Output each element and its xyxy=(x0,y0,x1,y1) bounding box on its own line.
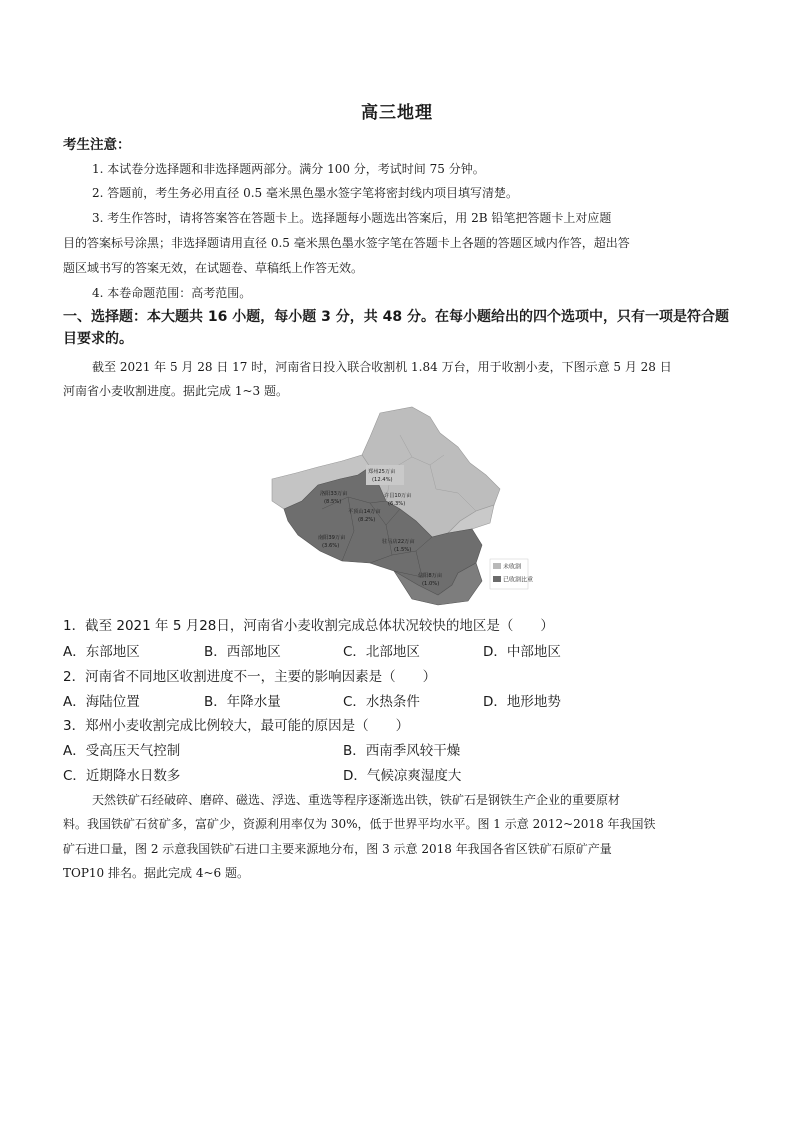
notice-item: 题区域书写的答案无效，在试题卷、草稿纸上作答无效。 xyxy=(63,261,364,275)
question-stem: 1．截至 2021 年 5 月28日，河南省小麦收割完成总体状况较快的地区是（ ） xyxy=(63,618,554,634)
region-label-pct: (1.5%) xyxy=(394,547,412,553)
question-option: A．东部地区 xyxy=(63,644,140,660)
question-option: B．年降水量 xyxy=(204,694,281,710)
passage-line: TOP10 排名。据此完成 4~6 题。 xyxy=(63,866,249,880)
notice-item: 2. 答题前，考生务必用直径 0.5 毫米黑色墨水签字笔将密封线内项目填写清楚。 xyxy=(92,186,518,200)
legend-swatch-unharvested xyxy=(493,563,501,569)
region-label-pct: (12.4%) xyxy=(372,477,393,483)
passage-line: 料。我国铁矿石贫矿多，富矿少，资源利用率仅为 30%，低于世界平均水平。图 1 示意 2012~2018 年我国铁 xyxy=(63,817,656,831)
notice-heading: 考生注意： xyxy=(63,137,131,153)
passage-line: 截至 2021 年 5 月 28 日 17 时，河南省日投入联合收割机 1.84 万台，用于收割小麦，下图示意 5 月 28 日 xyxy=(92,360,672,374)
region-label-pct: (8.2%) xyxy=(358,517,376,523)
notice-item: 目的答案标号涂黑；非选择题请用直径 0.5 毫米黑色墨水签字笔在答题卡上各题的答题区域内作答，超出答 xyxy=(63,236,630,250)
question-option: B．西南季风较干燥 xyxy=(343,743,461,759)
henan-harvest-map xyxy=(262,405,534,607)
question-option: B．西部地区 xyxy=(204,644,281,660)
region-label: 南阳39万亩 xyxy=(318,535,346,541)
legend-swatch-harvested xyxy=(493,576,501,582)
legend-label: 已收割比重 xyxy=(503,576,534,584)
question-option: A．海陆位置 xyxy=(63,694,140,710)
region-label-pct: (6.3%) xyxy=(388,501,406,507)
question-option: C．北部地区 xyxy=(343,644,420,660)
question-stem: 3．郑州小麦收割完成比例较大，最可能的原因是（ ） xyxy=(63,718,410,734)
region-label-pct: (8.5%) xyxy=(324,499,342,505)
region-label: 驻马店22万亩 xyxy=(382,539,415,545)
question-option: D．气候凉爽湿度大 xyxy=(343,768,462,784)
notice-item: 4. 本卷命题范围：高考范围。 xyxy=(92,286,252,300)
question-option: A．受高压天气控制 xyxy=(63,743,181,759)
passage-line: 河南省小麦收割进度。据此完成 1~3 题。 xyxy=(63,384,288,398)
question-option: D．地形地势 xyxy=(483,694,561,710)
region-label-pct: (3.6%) xyxy=(322,543,340,549)
region-label: 洛阳33万亩 xyxy=(320,491,348,497)
page-title: 高三地理 xyxy=(361,103,433,123)
region-label-pct: (1.0%) xyxy=(422,581,440,587)
question-option: D．中部地区 xyxy=(483,644,561,660)
question-option: C．水热条件 xyxy=(343,694,420,710)
passage-line: 矿石进口量，图 2 示意我国铁矿石进口主要来源地分布，图 3 示意 2018 年我国各省区铁矿石原矿产量 xyxy=(63,842,612,856)
passage-line: 天然铁矿石经破碎、磨碎、磁选、浮选、重选等程序逐渐选出铁，铁矿石是钢铁生产企业的重要原材 xyxy=(92,793,621,807)
question-stem: 2．河南省不同地区收割进度不一，主要的影响因素是（ ） xyxy=(63,669,437,685)
legend-label: 未收割 xyxy=(503,563,522,571)
section-title: 一、选择题：本大题共 16 小题，每小题 3 分，共 48 分。在每小题给出的四个选项中，只有一项是符合题目要求的。 xyxy=(63,309,729,347)
question-option: C．近期降水日数多 xyxy=(63,768,181,784)
notice-item: 1. 本试卷分选择题和非选择题两部分。满分 100 分，考试时间 75 分钟。 xyxy=(92,162,485,176)
region-label: 信阳8万亩 xyxy=(418,573,443,579)
region-label: 平顶山14万亩 xyxy=(348,509,381,515)
notice-item: 3. 考生作答时，请将答案答在答题卡上。选择题每小题选出答案后，用 2B 铅笔把答题卡上对应题 xyxy=(92,211,612,225)
region-label: 许昌10万亩 xyxy=(384,493,412,499)
region-label: 郑州25万亩 xyxy=(368,469,396,475)
